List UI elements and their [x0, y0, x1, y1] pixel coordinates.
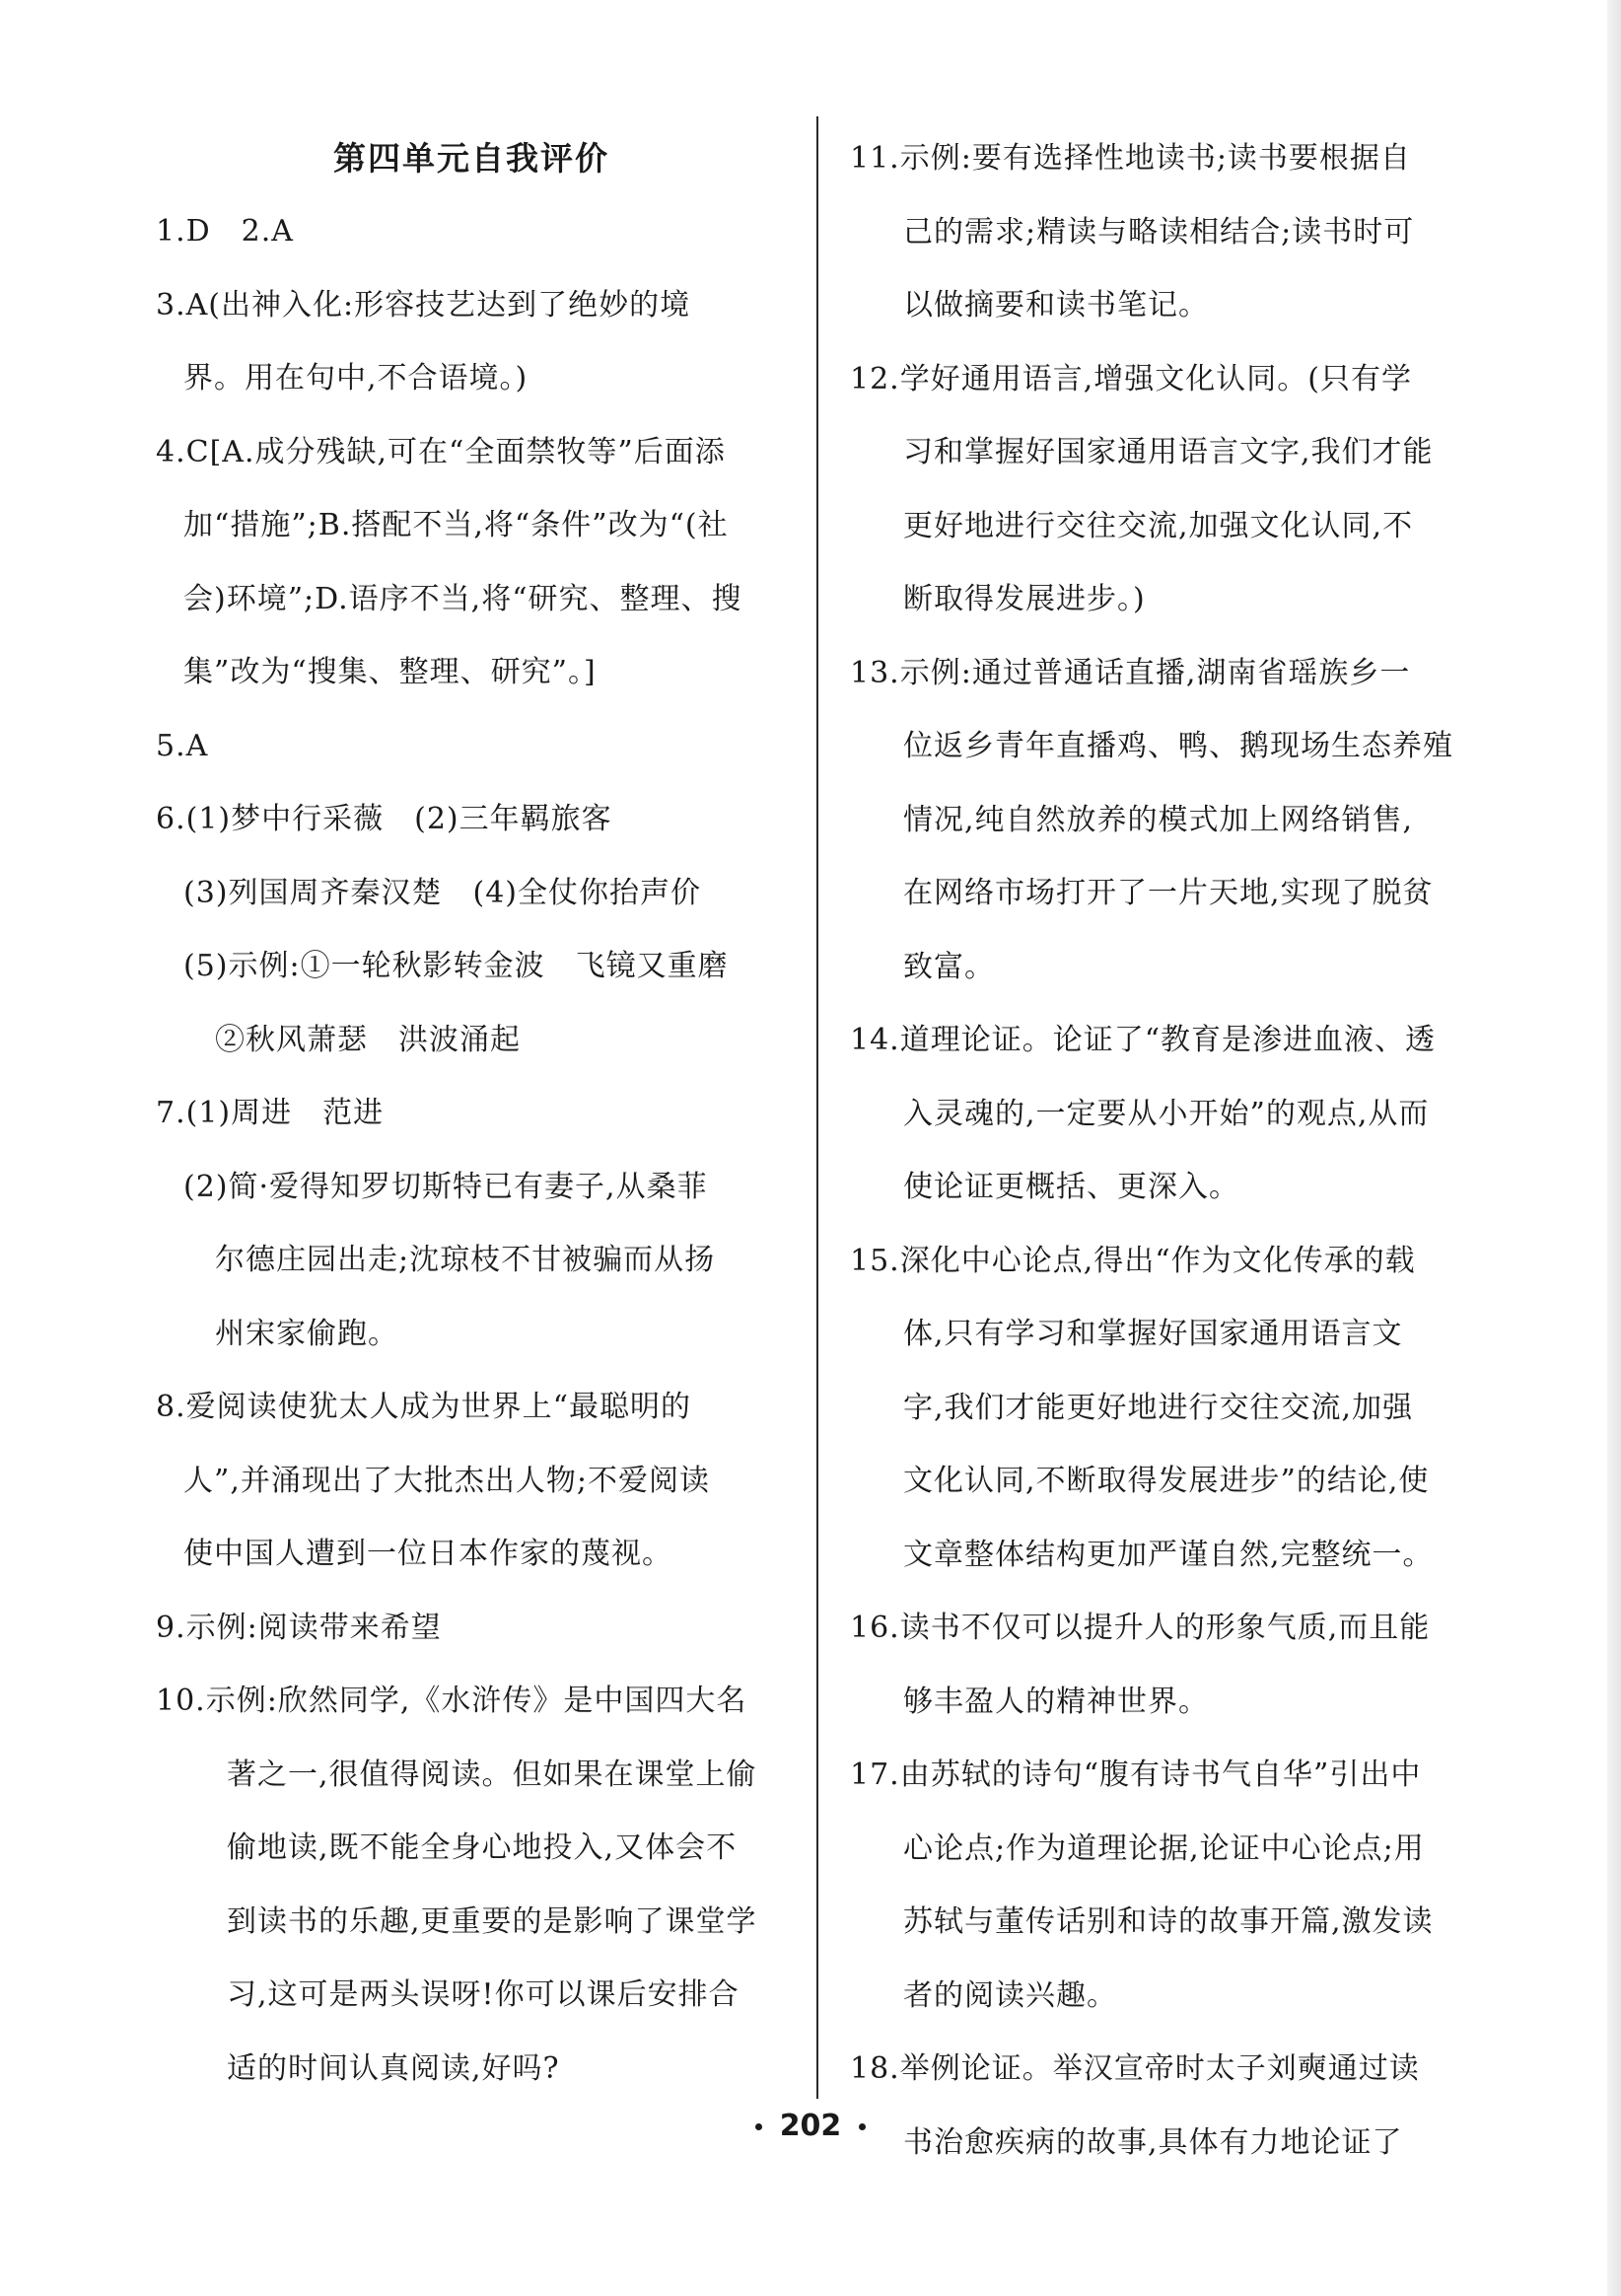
- answer-line: 心论点;作为道理论据,论证中心论点;用: [903, 1830, 1425, 1866]
- answer-line: 字,我们才能更好地进行交往交流,加强: [903, 1390, 1414, 1425]
- answer-line: 情况,纯自然放养的模式加上网络销售,: [903, 802, 1414, 837]
- section-title: 第四单元自我评价: [333, 139, 609, 178]
- answer-line: 17.由苏轼的诗句“腹有诗书气自华”引出中: [850, 1758, 1422, 1792]
- left-column: [156, 122, 787, 2106]
- answer-line: 习和掌握好国家通用语言文字,我们才能: [903, 435, 1434, 469]
- answer-line: 位返乡青年直播鸡、鸭、鹅现场生态养殖: [903, 729, 1453, 763]
- answer-line: 更好地进行交往交流,加强文化认同,不: [903, 508, 1414, 543]
- left-answer-list: [156, 195, 787, 2106]
- answer-line: 习,这可是两头误呀!你可以课后安排合: [227, 1977, 740, 2012]
- answer-line: 3.A(出神入化:形容技艺达到了绝妙的境: [156, 287, 691, 323]
- answer-line: 11.示例:要有选择性地读书;读书要根据自: [850, 141, 1411, 176]
- answer-line: 9.示例:阅读带来希望: [156, 1610, 442, 1645]
- answer-line: 使中国人遭到一位日本作家的蔑视。: [183, 1537, 672, 1571]
- answer-line: 偷地读,既不能全身心地投入,又体会不: [227, 1830, 738, 1865]
- answer-line: 14.道理论证。论证了“教育是渗进血液、透: [850, 1023, 1437, 1057]
- page-footer: [0, 2109, 1621, 2143]
- answer-line: 断取得发展进步。): [903, 582, 1146, 616]
- answer-line: 会)环境”;D.语序不当,将“研究、整理、搜: [183, 581, 742, 616]
- answer-line: 够丰盈人的精神世界。: [903, 1684, 1209, 1719]
- answer-line: 15.深化中心论点,得出“作为文化传承的载: [850, 1243, 1416, 1278]
- answer-line: 13.示例:通过普通话直播,湖南省瑶族乡一: [850, 655, 1411, 690]
- answer-line: 适的时间认真阅读,好吗?: [227, 2050, 560, 2086]
- answer-line: 文化认同,不断取得发展进步”的结论,使: [903, 1464, 1430, 1498]
- answer-line: 入灵魂的,一定要从小开始”的观点,从而: [903, 1096, 1430, 1131]
- answer-line: 人”,并涌现出了大批杰出人物;不爱阅读: [183, 1463, 710, 1498]
- answer-line: 体,只有学习和掌握好国家通用语言文: [903, 1317, 1403, 1351]
- answer-line: 7.(1)周进 范进: [156, 1096, 385, 1130]
- right-column: [850, 122, 1501, 2180]
- answer-line: (2)简·爱得知罗切斯特已有妻子,从桑菲: [183, 1169, 708, 1204]
- page-number: 202: [779, 2109, 842, 2143]
- right-answer-list: [850, 122, 1501, 2180]
- answer-line: 文章整体结构更加严谨自然,完整统一。: [903, 1537, 1434, 1572]
- answer-line: 集”改为“搜集、整理、研究”。]: [183, 655, 597, 689]
- answer-line: 界。用在句中,不合语境。): [183, 361, 529, 395]
- answer-line: 16.读书不仅可以提升人的形象气质,而且能: [850, 1611, 1431, 1645]
- answer-line: 州宋家偷跑。: [215, 1316, 398, 1351]
- footer-dot-right: [859, 2123, 866, 2130]
- answer-line: 8.爱阅读使犹太人成为世界上“最聪明的: [156, 1390, 691, 1424]
- answer-line: 到读书的乐趣,更重要的是影响了课堂学: [227, 1903, 757, 1939]
- answer-line: 12.学好通用语言,增强文化认同。(只有学: [850, 361, 1412, 396]
- answer-line: 以做摘要和读书笔记。: [903, 288, 1209, 323]
- answer-line: 10.示例:欣然同学,《水浒传》是中国四大名: [156, 1684, 747, 1718]
- answer-line: ②秋风萧瑟 洪波涌起: [215, 1022, 521, 1057]
- answer-line: 致富。: [903, 949, 995, 984]
- answer-line: 6.(1)梦中行采薇 (2)三年羁旅客: [156, 802, 612, 836]
- answer-line: (3)列国周齐秦汉楚 (4)全仗你抬声价: [183, 875, 701, 910]
- answer-line: 者的阅读兴趣。: [903, 1977, 1117, 2013]
- answer-line: 苏轼与董传话别和诗的故事开篇,激发读: [903, 1904, 1434, 1939]
- answer-line: 己的需求;精读与略读相结合;读书时可: [903, 214, 1415, 250]
- answer-line: 书治愈疾病的故事,具体有力地论证了: [903, 2124, 1403, 2160]
- column-divider: [816, 116, 818, 2099]
- scan-edge-shadow: [1607, 0, 1621, 2296]
- answer-line: (5)示例:①一轮秋影转金波 飞镜又重磨: [183, 949, 729, 983]
- answer-line: 使论证更概括、更深入。: [903, 1170, 1239, 1204]
- footer-dot-left: [755, 2123, 762, 2130]
- answer-line: 著之一,很值得阅读。但如果在课堂上偷: [227, 1757, 757, 1792]
- answer-line: 加“措施”;B.搭配不当,将“条件”改为“(社: [183, 508, 729, 542]
- answer-line: 尔德庄园出走;沈琼枝不甘被骗而从扬: [215, 1243, 716, 1277]
- answer-line: 在网络市场打开了一片天地,实现了脱贫: [903, 876, 1434, 910]
- answer-line: 4.C[A.成分残缺,可在“全面禁牧等”后面添: [156, 434, 726, 469]
- answer-line: 1.D 2.A: [156, 214, 294, 249]
- answer-line: 18.举例论证。举汉宣帝时太子刘奭通过读: [850, 2051, 1420, 2086]
- answer-line: 5.A: [156, 728, 209, 763]
